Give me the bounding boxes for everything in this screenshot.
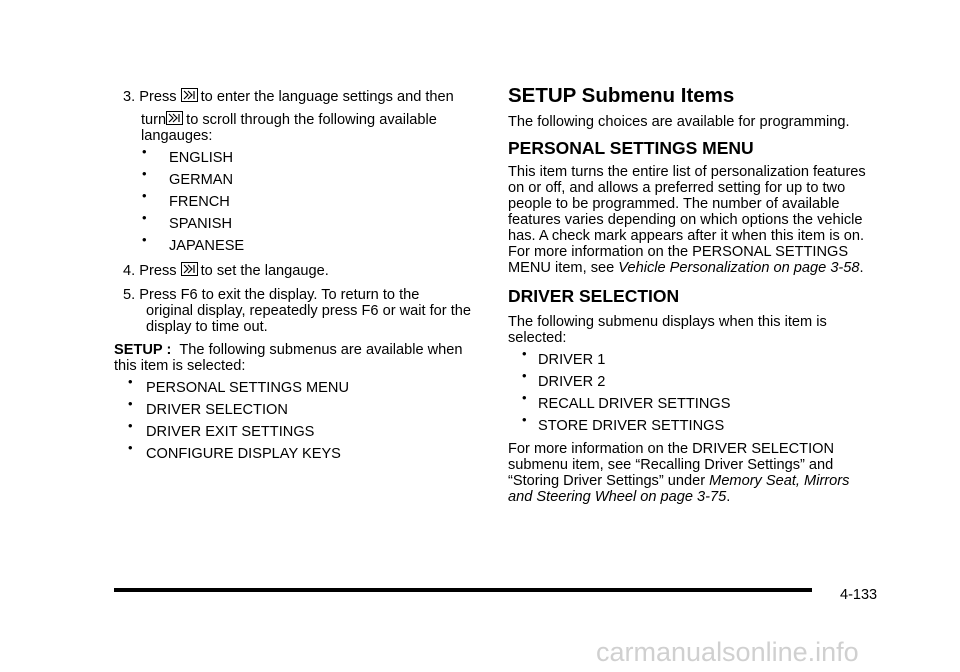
step-text: Press xyxy=(139,89,177,105)
watermark: carmanualsonline.info xyxy=(596,637,859,667)
step-4 xyxy=(123,262,329,280)
paragraph-line: selected: xyxy=(508,330,567,346)
bullet-icon: • xyxy=(142,210,147,225)
paragraph-line: has. A check mark appears after it when this item is on. xyxy=(508,228,865,244)
list-item-label: GERMAN xyxy=(169,172,234,188)
setup-paragraph-line-2: this item is selected: xyxy=(114,358,246,374)
list-item-label: CONFIGURE DISPLAY KEYS xyxy=(146,446,341,462)
subsection-heading: DRIVER SELECTION xyxy=(508,286,680,306)
paragraph-line: on or off, and allows a preferred setting for up to two xyxy=(508,180,846,196)
bullet-icon: • xyxy=(142,144,147,159)
step-5-line-3: display to time out. xyxy=(146,319,268,335)
bullet-icon: • xyxy=(128,374,133,389)
step-3-line-1 xyxy=(123,88,454,106)
list-item-label: SPANISH xyxy=(169,216,232,232)
subsection-heading: PERSONAL SETTINGS MENU xyxy=(508,138,754,158)
step-text: Press F6 to exit the display. To return to the xyxy=(139,287,420,303)
step-text: turn xyxy=(141,112,167,128)
list-item-label: STORE DRIVER SETTINGS xyxy=(538,418,725,434)
setup-label: SETUP : xyxy=(114,342,172,358)
paragraph-line: people to be programmed. The number of available xyxy=(508,196,840,212)
setup-text: The following submenus are available when xyxy=(179,342,463,358)
paragraph-line xyxy=(508,488,730,506)
paragraph-line xyxy=(508,259,864,277)
paragraph-line: features varies depending on which options the vehicle xyxy=(508,212,863,228)
step-text: to scroll through the following available xyxy=(186,112,437,128)
list-item-label: DRIVER 2 xyxy=(538,374,606,390)
bullet-icon: • xyxy=(142,166,147,181)
list-item-label: RECALL DRIVER SETTINGS xyxy=(538,396,731,412)
bullet-icon: • xyxy=(522,412,527,427)
bullet-icon: • xyxy=(128,396,133,411)
step-number: 3. xyxy=(123,89,136,105)
section-heading: SETUP Submenu Items xyxy=(508,84,735,107)
page-reference-link[interactable]: Vehicle Personalization on page 3-58 xyxy=(618,260,860,276)
bullet-icon: • xyxy=(142,232,147,247)
bullet-icon: • xyxy=(128,418,133,433)
list-item-label: DRIVER 1 xyxy=(538,352,606,368)
paragraph-text: “Storing Driver Settings” under xyxy=(508,473,710,489)
step-text: Press xyxy=(139,263,177,279)
paragraph-line: submenu item, see “Recalling Driver Settings” and xyxy=(508,457,834,473)
paragraph-line: For more information on the DRIVER SELECTION xyxy=(508,441,835,457)
list-item-label: FRENCH xyxy=(169,194,230,210)
paragraph-line: For more information on the PERSONAL SETTINGS xyxy=(508,244,849,260)
step-5-line-2: original display, repeatedly press F6 or wait for the xyxy=(146,303,472,319)
bullet-icon: • xyxy=(128,440,133,455)
paragraph-line: The following submenu displays when this item is xyxy=(508,314,827,330)
step-number: 4. xyxy=(123,263,136,279)
page-reference-link[interactable]: and Steering Wheel on page 3-75 xyxy=(508,489,727,505)
seek-forward-icon xyxy=(181,88,198,102)
page-number: 4-133 xyxy=(840,587,878,603)
list-item-label: ENGLISH xyxy=(169,150,234,166)
list-item-label: DRIVER SELECTION xyxy=(146,402,288,418)
seek-forward-icon xyxy=(181,262,198,276)
bullet-icon: • xyxy=(522,390,527,405)
footer-rule xyxy=(114,588,812,592)
seek-forward-icon xyxy=(166,111,183,125)
paragraph-text: MENU item, see xyxy=(508,260,619,276)
paragraph-text: . xyxy=(726,489,731,505)
page-reference-link[interactable]: Memory Seat, Mirrors xyxy=(709,473,850,489)
paragraph-text: . xyxy=(859,260,864,276)
list-item-label: JAPANESE xyxy=(169,238,245,254)
list-item-label: DRIVER EXIT SETTINGS xyxy=(146,424,315,440)
paragraph-line: This item turns the entire list of personalization features xyxy=(508,164,866,180)
bullet-icon: • xyxy=(142,188,147,203)
list-item-label: PERSONAL SETTINGS MENU xyxy=(146,380,349,396)
step-3-line-3: langauges: xyxy=(141,128,213,144)
step-number: 5. xyxy=(123,287,136,303)
step-text: to enter the language settings and then xyxy=(200,89,454,105)
bullet-icon: • xyxy=(522,368,527,383)
step-text: to set the langauge. xyxy=(200,263,329,279)
bullet-icon: • xyxy=(522,346,527,361)
intro-text: The following choices are available for programming. xyxy=(508,114,850,130)
